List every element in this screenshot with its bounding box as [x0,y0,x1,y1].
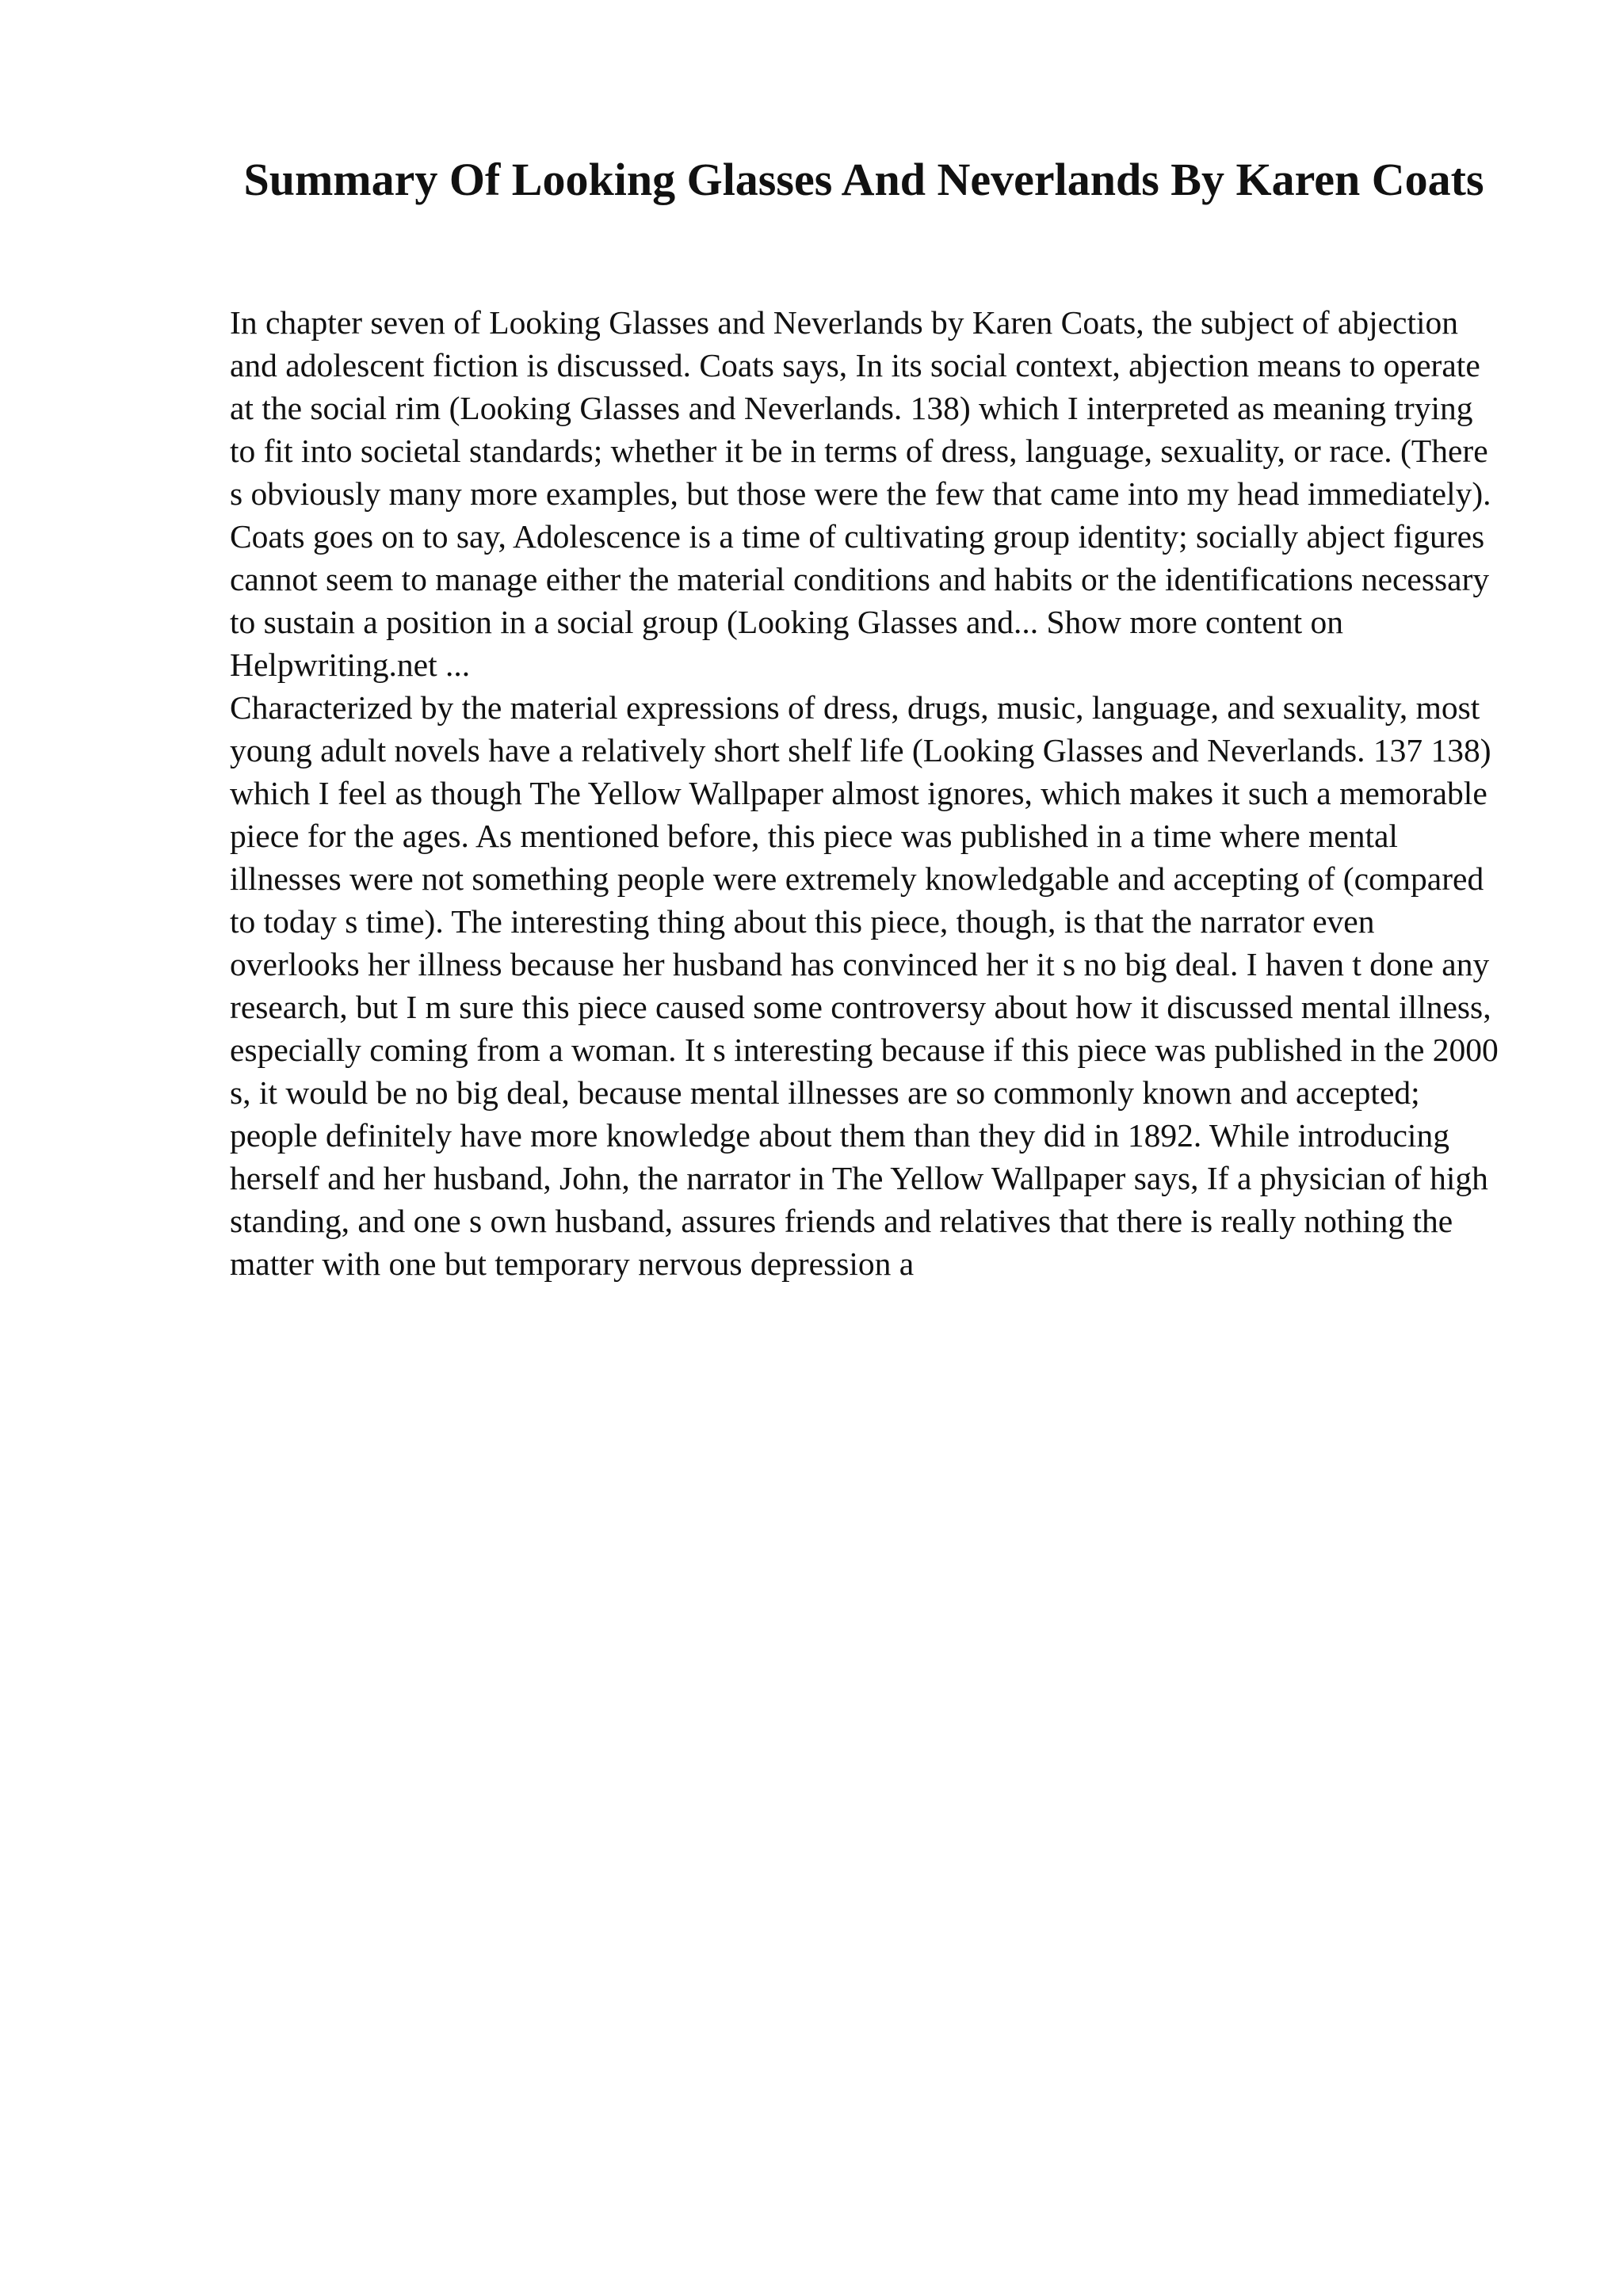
document-body [230,301,1506,1285]
paragraph-abjection-summary: In chapter seven of Looking Glasses and Neverlands by Karen Coats, the subject of abjection and adolescent fiction is discussed. Coats says, In its social context, abjection means to operate at the social rim (Looking Glasses and Neverlands. 138) which I interpreted as meaning trying to fit into societal standards; whether it be in terms of dress, language, sexuality, or race. (There s obviously many more examples, but those were the few that came into my head immediately). Coats goes on to say, Adolescence is a time of cultivating group identity; socially abject figures cannot seem to manage either the material conditions and habits or the identifications necessary to sustain a position in a social group (Looking Glasses and... Show more content on Helpwriting.net ... [230,304,1491,683]
document-title: Summary Of Looking Glasses And Neverlands By Karen Coats [243,154,1484,205]
paragraph-yellow-wallpaper-analysis: Characterized by the material expressions of dress, drugs, music, language, and sexuality, most young adult novels have a relatively short shelf life (Looking Glasses and Neverlands. 137 138) which I feel as though The Yellow Wallpaper almost ignores, which makes it such a memorable piece for the ages. As mentioned before, this piece was published in a time where mental illnesses were not something people were extremely knowledgable and accepting of (compared to today s time). The interesting thing about this piece, though, is that the narrator even overlooks her illness because her husband has convinced her it s no big deal. I haven t done any research, but I m sure this piece caused some controversy about how it discussed mental illness, especially coming from a woman. It s interesting because if this piece was published in the 2000 s, it would be no big deal, because mental illnesses are so commonly known and accepted; people definitely have more knowledge about them than they did in 1892. While introducing herself and her husband, John, the narrator in The Yellow Wallpaper says, If a physician of high standing, and one s own husband, assures friends and relatives that there is really nothing the matter with one but temporary nervous depression a [230,689,1499,1282]
